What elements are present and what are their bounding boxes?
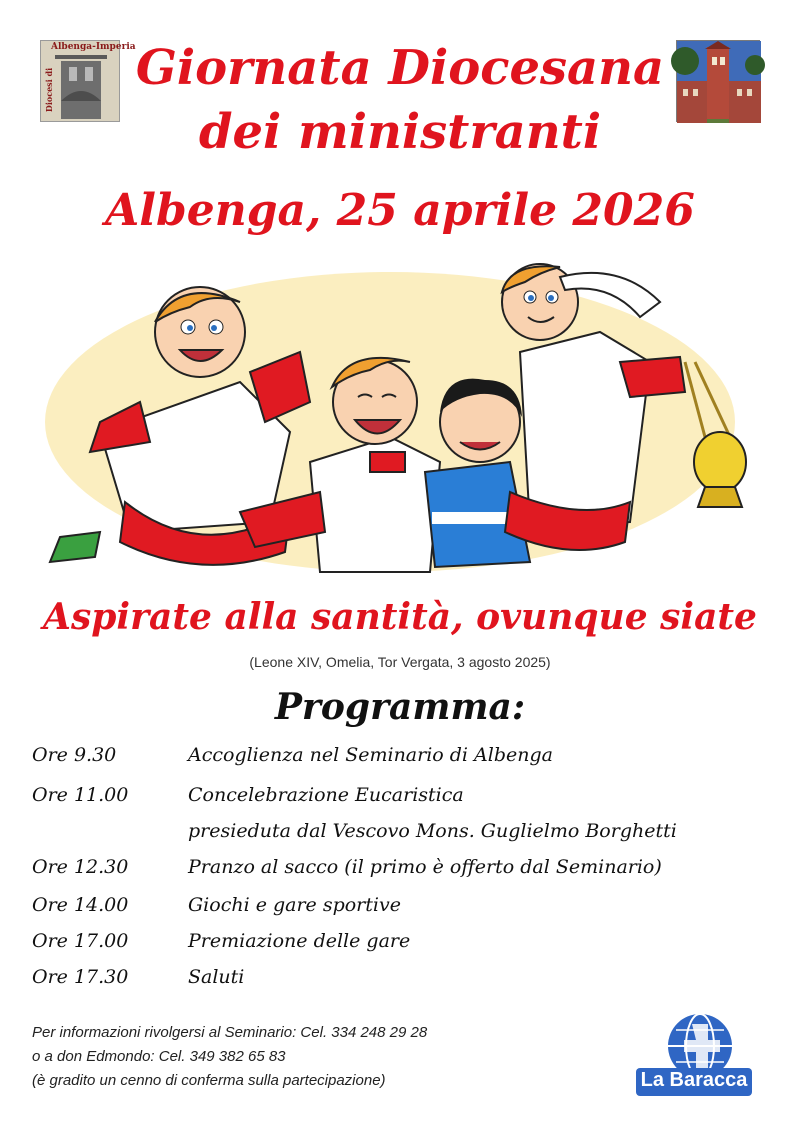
program-row: [32, 930, 752, 964]
contact-line: (è gradito un cenno di conferma sulla partecipazione): [32, 1072, 386, 1089]
program-time: Ore 12.30: [32, 856, 129, 878]
altar-servers-illustration: [40, 262, 760, 572]
contact-line: o a don Edmondo: Cel. 349 382 65 83: [32, 1048, 286, 1065]
program-activity: presieduta dal Vescovo Mons. Guglielmo Borghetti: [188, 820, 677, 842]
program-time: Ore 9.30: [32, 744, 117, 766]
program-time: Ore 14.00: [32, 894, 129, 916]
program-activity: Saluti: [188, 966, 245, 988]
event-date: Albenga, 25 aprile 2026: [105, 185, 695, 236]
program-activity: Concelebrazione Eucaristica: [188, 784, 464, 806]
program-activity: Premiazione delle gare: [188, 930, 411, 952]
logo-text-top: Albenga-Imperia: [51, 42, 136, 52]
program-row: [32, 966, 752, 1000]
program-row: [32, 820, 752, 854]
program-activity: Accoglienza nel Seminario di Albenga: [188, 744, 553, 766]
la-baracca-logo: [636, 1012, 752, 1098]
motto-source: (Leone XIV, Omelia, Tor Vergata, 3 agosto 2025): [249, 654, 551, 670]
event-title-line2: dei ministranti: [198, 104, 602, 160]
program-time: Ore 17.30: [32, 966, 129, 988]
contact-line: Per informazioni rivolgersi al Seminario: Cel. 334 248 29 28: [32, 1024, 428, 1041]
program-row: [32, 744, 752, 778]
motto: Aspirate alla santità, ovunque siate: [43, 596, 757, 638]
program-activity: Pranzo al sacco (il primo è offerto dal Seminario): [188, 856, 662, 878]
program-activity: Giochi e gare sportive: [188, 894, 401, 916]
event-title-line1: Giornata Diocesana: [135, 40, 665, 96]
contact-info: [32, 1021, 427, 1093]
program-row: [32, 856, 752, 890]
la-baracca-text: La Baracca: [640, 1069, 748, 1091]
program-row: [32, 784, 752, 818]
program-time: Ore 17.00: [32, 930, 129, 952]
program-heading: Programma:: [274, 686, 526, 728]
program-time: Ore 11.00: [32, 784, 129, 806]
logo-text-side: Diocesi di: [44, 67, 55, 113]
program-row: [32, 894, 752, 928]
